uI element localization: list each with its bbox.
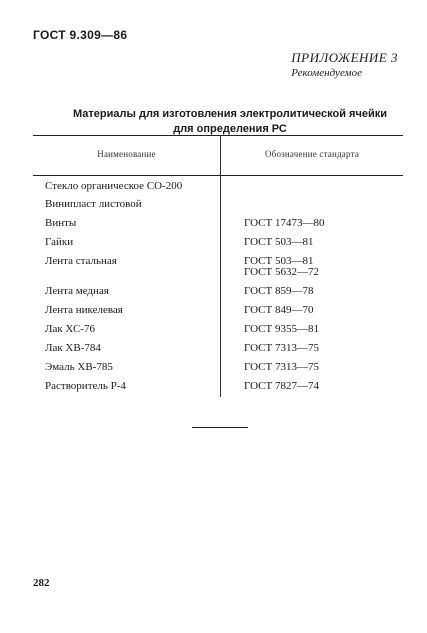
table-row-standard: ГОСТ 7313—75 [244,342,319,354]
table-row-name: Лента стальная [45,255,117,267]
table-top-rule [33,135,403,136]
table-row-name: Гайки [45,236,74,248]
standard-code: ГОСТ 9.309—86 [33,28,128,42]
table-row-name: Лента никелевая [45,304,123,316]
column-header-name: Наименование [97,149,156,159]
table-row-standard: ГОСТ 7313—75 [244,361,319,373]
table-row-name: Винипласт листовой [45,198,142,210]
table-row-name: Стекло органическое СО-200 [45,180,183,192]
table-row-name: Эмаль ХВ-785 [45,361,113,373]
column-divider [220,135,221,397]
table-row-standard: ГОСТ 9355—81 [244,323,319,335]
end-rule [192,427,248,428]
table-header-rule [33,175,403,176]
table-caption [60,107,400,137]
table-row-standard-second: ГОСТ 5632—72 [244,266,319,278]
table-caption-line2: для определения РС [173,123,287,135]
table-row-standard: ГОСТ 7827—74 [244,380,319,392]
table-row-standard: ГОСТ 849—70 [244,304,314,316]
table-row-name: Лак ХВ-784 [45,342,101,354]
table-row-standard: ГОСТ 17473—80 [244,217,325,229]
appendix-label [291,50,398,79]
table-row-name: Растворитель Р-4 [45,380,126,392]
table-row-standard: ГОСТ 859—78 [244,285,314,297]
table-row-standard: ГОСТ 503—81 [244,255,314,267]
column-header-standard: Обозначение стандарта [264,149,360,159]
appendix-status: Рекомендуемое [291,67,362,79]
page-number: 282 [33,577,50,589]
table-caption-line1: Материалы для изготовления электролитической ячейки [73,108,387,120]
table-row-name: Лак ХС-76 [45,323,95,335]
appendix-title: ПРИЛОЖЕНИЕ 3 [291,50,398,65]
table-row-name: Лента медная [45,285,109,297]
table-row-name: Винты [45,217,77,229]
table-row-standard: ГОСТ 503—81 [244,236,314,248]
